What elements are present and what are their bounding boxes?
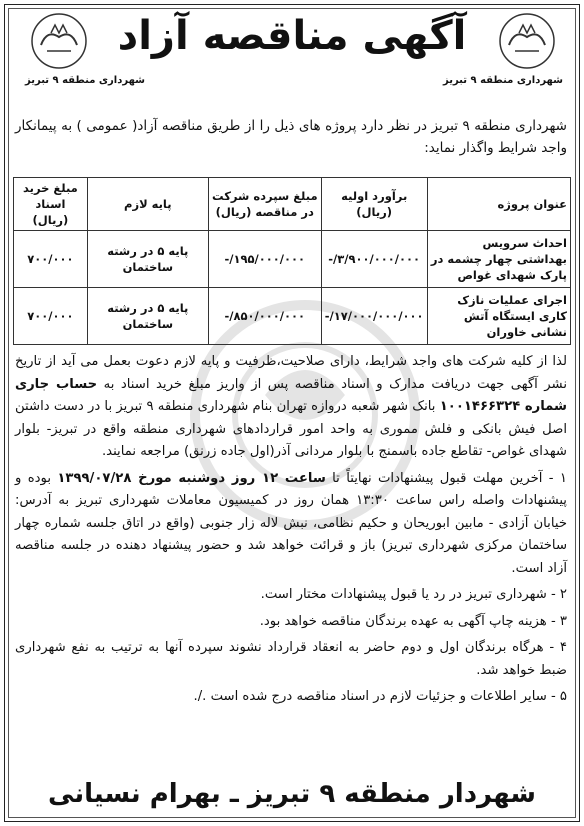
cell-deposit: ۸۵۰/۰۰۰/۰۰۰/-: [208, 288, 321, 345]
item-1-text-a: ۱ - آخرین مهلت قبول پیشنهادات نهایتاً تا: [332, 470, 567, 486]
item-4: ۴ - هرگاه برندگان اول و دوم حاضر به انعقاد قرارداد نشوند سپرده آنها به ترتیب به نفع شهرداری ضبط خواهد شد.: [15, 640, 567, 678]
cell-estimate: ۳/۹۰۰/۰۰۰/۰۰۰/-: [321, 231, 427, 288]
invitation-text-a: لذا از کلیه شرکت های واجد شرایط، دارای صلاحیت،ظرفیت و پایه لازم دعوت بعمل می آید از تاریخ نشر آگهی جهت دریافت مدارک و اسناد مناقصه پس از واریز مبلغ خرید اسناد به: [15, 354, 567, 392]
table-row: [14, 288, 571, 345]
cell-grade: پایه ۵ در رشته ساختمان: [87, 231, 208, 288]
signature-footer: شهردار منطقه ۹ تبریز ـ بهرام نسیانی: [48, 779, 536, 809]
item-1: [15, 468, 567, 581]
page-title: آگهی مناقصه آزاد: [117, 13, 467, 59]
item-1-text-b: بوده و پیشنهادات واصله راس ساعت ۱۳:۳۰ همان روز در کمیسیون معاملات شهرداری تبریز به آدرس: خیابان آزادی - مابین ابوریحان و حکیم نظامی، نبش لاله زار جنوبی (واقع در اتاق جلسه شماره چهار ساختمان مرکزی شهرداری تبریز) باز و قرائت خواهد شد و حضور پیشنهاد دهنده در جلسه مناقصه آزاد است.: [15, 470, 567, 576]
cell-project-title: اجرای عملیات نازک کاری ایستگاه آتش نشانی خاوران: [427, 288, 570, 345]
terms-body: [15, 351, 567, 709]
cell-estimate: ۱۷/۰۰۰/۰۰۰/۰۰۰/-: [321, 288, 427, 345]
projects-table: [13, 177, 571, 345]
intro-paragraph: شهرداری منطقه ۹ تبریز در نظر دارد پروژه های ذیل را از طریق مناقصه آزاد( عمومی ) به پیمانکار واجد شرایط واگذار نماید:: [15, 118, 567, 156]
item-2: ۲ - شهرداری تبریز در رد یا قبول پیشنهادات مختار است.: [260, 587, 567, 602]
table-row: [14, 231, 571, 288]
item-3: ۳ - هزینه چاپ آگهی به عهده برندگان مناقصه خواهد بود.: [259, 613, 567, 629]
account-number: حساب جاری شماره ۱۰۰۱۴۶۶۳۲۴: [15, 376, 567, 414]
header-deposit: مبلغ سپرده شرکت در مناقصه (ریال): [208, 178, 321, 231]
header-grade: پایه لازم: [87, 178, 208, 231]
org-name-right: شهرداری منطقه ۹ تبریز: [442, 75, 563, 86]
invitation-text-b: بانک شهر شعبه دروازه تهران بنام شهرداری منطقه ۹ تبریز با در دست داشتن اصل فیش بانکی و فلش مموری به واحد امور قراردادهای شهرداری منطقه واقع در تبریز- بلوار شهدای غواص- تقاطع جاده باسمنج با بلوار مردانی آذر(اول جاده زرنق) مراجعه نمایند.: [15, 399, 567, 459]
cell-project-title: احداث سرویس بهداشتی چهار چشمه در پارک شهدای غواص: [427, 231, 570, 288]
item-5: ۵ - سایر اطلاعات و جزئیات لازم در اسناد مناقصه درج شده است ./.: [193, 689, 567, 704]
invitation-paragraph: [15, 351, 567, 464]
advertisement-page: [4, 4, 580, 822]
cell-doc-price: ۷۰۰/۰۰۰: [14, 288, 88, 345]
table-header-row: [14, 178, 571, 231]
cell-deposit: ۱۹۵/۰۰۰/۰۰۰/-: [208, 231, 321, 288]
org-name-left: شهرداری منطقه ۹ تبریز: [25, 75, 146, 86]
header-doc-price: مبلغ خرید اسناد (ریال): [14, 178, 88, 231]
cell-grade: پایه ۵ در رشته ساختمان: [87, 288, 208, 345]
header-estimate: برآورد اولیه (ریال): [321, 178, 427, 231]
cell-doc-price: ۷۰۰/۰۰۰: [14, 231, 88, 288]
deadline: ساعت ۱۲ روز دوشنبه مورخ ۱۳۹۹/۰۷/۲۸: [57, 470, 326, 486]
header-project-title: عنوان پروژه: [427, 178, 570, 231]
